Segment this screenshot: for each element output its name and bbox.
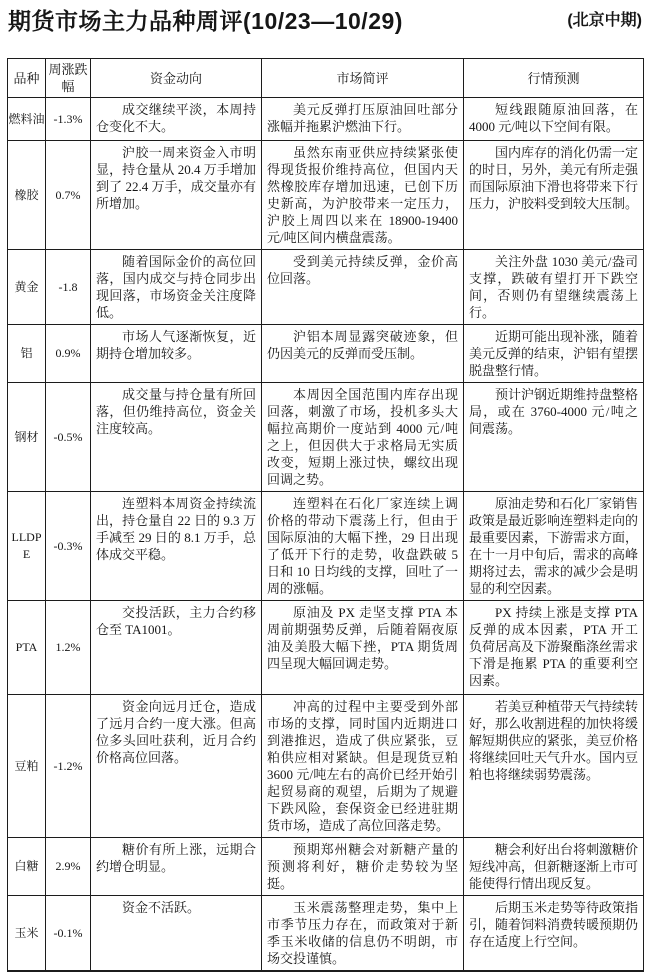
market-brief-text-cell xyxy=(262,896,464,972)
forecast-text: 原油走势和石化厂家销售政策是最近影响连塑料走向的最重要因素，下游需求方面，在十一月中旬后，需求的高峰期将过去，需求的减少会是明显的利空因素。 xyxy=(469,496,639,596)
capital-flow-text: 连塑料本周资金持续流出，持仓量自 22 日的 9.3 万手减至 29 日的 8.1 万手，总体成交平稳。 xyxy=(96,496,256,562)
product-name: PTA xyxy=(8,601,46,695)
capital-flow-text: 随着国际金价的高位回落，国内成交与持仓同步出现回落，市场资金关注度降低。 xyxy=(96,254,256,320)
market-brief-text: 冲高的过程中主要受到外部市场的支撑，同时国内近期进口到港推迟，造成了供应紧张，豆粕供应相对紧缺。但是现货豆粕 3600 元/吨左右的高价已经开始引起贸易商的观望，后期为了规避下跌风险，套保资金已经进驻期货市场，造成了高位回落走势。 xyxy=(267,699,458,833)
market-brief-text-cell xyxy=(262,325,464,383)
product-name: 橡胶 xyxy=(8,141,46,250)
product-name: 铝 xyxy=(8,325,46,383)
capital-flow-text-cell xyxy=(91,250,262,325)
capital-flow-text-cell xyxy=(91,896,262,972)
capital-flow-text-cell xyxy=(91,98,262,141)
market-brief-text: 本周因全国范围内库存出现回落，刺激了市场，投机多头大幅拉高期价一度站到 4000 元/吨之上，但因供大于求格局无实质改变，短期上涨过快，螺纹出现回调之势。 xyxy=(267,387,458,487)
forecast-text: 糖会利好出台将刺激糖价短线冲高，但新糖逐渐上市可能使得行情出现反复。 xyxy=(469,842,639,891)
forecast-text-cell xyxy=(464,325,644,383)
capital-flow-text: 资金向远月迁仓，造成了远月合约一度大涨。但高位多头回吐获利，近月合约价格高位回落。 xyxy=(96,699,256,765)
table-row-product-6 xyxy=(8,601,644,695)
forecast-text: 短线跟随原油回落，在 4000 元/吨以下空间有限。 xyxy=(469,102,638,134)
column-header-brief: 市场简评 xyxy=(262,59,464,98)
product-name: 白糖 xyxy=(8,838,46,896)
forecast-text: 国内库存的消化仍需一定的时日，另外，美元有所走强而国际原油下滑也将带来下行压力，沪胶料受到较大压制。 xyxy=(469,145,639,211)
table-row-product-8 xyxy=(8,838,644,896)
market-brief-text-cell xyxy=(262,601,464,695)
capital-flow-text-cell xyxy=(91,325,262,383)
capital-flow-text-cell xyxy=(91,601,262,695)
market-brief-text: 沪铝本周显露突破迹象，但仍因美元的反弹而受压制。 xyxy=(267,329,458,361)
market-brief-text-cell xyxy=(262,250,464,325)
weekly-change-value: -1.3% xyxy=(46,98,91,141)
capital-flow-text-cell xyxy=(91,141,262,250)
weekly-change-value: -0.1% xyxy=(46,896,91,972)
page-title: 期货市场主力品种周评(10/23—10/29) xyxy=(8,8,403,34)
weekly-change-value: 0.9% xyxy=(46,325,91,383)
weekly-change-value: -1.2% xyxy=(46,695,91,838)
forecast-text-cell xyxy=(464,838,644,896)
product-name: 燃料油 xyxy=(8,98,46,141)
weekly-change-value: -1.8 xyxy=(46,250,91,325)
forecast-text: PX 持续上涨是支撑 PTA 反弹的成本因素，PTA 开工负荷居高及下游聚酯涤丝需求下滑是拖累 PTA 的重要利空因素。 xyxy=(469,605,639,688)
table-header-row xyxy=(8,59,644,98)
column-header-product: 品种 xyxy=(8,59,46,98)
capital-flow-text: 成交继续平淡，本周持仓变化不大。 xyxy=(96,102,256,134)
market-brief-text: 预期郑州糖会对新糖产量的预测将利好，糖价走势较为坚挺。 xyxy=(267,842,458,891)
capital-flow-text-cell xyxy=(91,492,262,601)
forecast-text: 预计沪钢近期维持盘整格局，或在 3760-4000 元/吨之间震荡。 xyxy=(469,387,639,436)
market-brief-text-cell xyxy=(262,383,464,492)
forecast-text-cell xyxy=(464,250,644,325)
forecast-text: 近期可能出现补涨，随着美元反弹的结束，沪铝有望摆脱盘整行情。 xyxy=(469,329,639,378)
market-brief-text-cell xyxy=(262,838,464,896)
market-brief-text: 美元反弹打压原油回吐部分涨幅并拖累沪燃油下行。 xyxy=(267,102,458,134)
market-brief-text: 玉米震荡整理走势，集中上市季节压力存在，而政策对于新季玉米收储的信息仍不明朗，市场交投谨慎。 xyxy=(267,900,458,966)
capital-flow-text-cell xyxy=(91,695,262,838)
column-header-capital: 资金动向 xyxy=(91,59,262,98)
weekly-change-value: -0.5% xyxy=(46,383,91,492)
report-header xyxy=(8,8,642,34)
product-name: LLDPE xyxy=(8,492,46,601)
table-row-product-4 xyxy=(8,383,644,492)
capital-flow-text: 交投活跃，主力合约移仓至 TA1001。 xyxy=(96,605,256,637)
market-brief-text-cell xyxy=(262,98,464,141)
weekly-review-table xyxy=(7,58,644,972)
weekly-change-value: 1.2% xyxy=(46,601,91,695)
table-row-product-5 xyxy=(8,492,644,601)
capital-flow-text: 沪胶一周来资金入市明显，持仓量从 20.4 万手增加到了 22.4 万手，成交量亦有所增加。 xyxy=(96,145,256,211)
forecast-text-cell xyxy=(464,896,644,972)
forecast-text: 关注外盘 1030 美元/盎司支撑，跌破有望打开下跌空间，否则仍有望继续震荡上行。 xyxy=(469,254,638,320)
forecast-text-cell xyxy=(464,492,644,601)
forecast-text-cell xyxy=(464,695,644,838)
market-brief-text: 受到美元持续反弹，金价高位回落。 xyxy=(267,254,458,286)
market-brief-text: 原油及 PX 走坚支撑 PTA 本周前期强势反弹，后随着隔夜原油及美股大幅下挫，PTA 期货周四呈现大幅回调走势。 xyxy=(267,605,458,671)
forecast-text-cell xyxy=(464,141,644,250)
market-brief-text-cell xyxy=(262,492,464,601)
capital-flow-text: 资金不活跃。 xyxy=(122,900,201,915)
table-row-product-3 xyxy=(8,325,644,383)
page-source: (北京中期) xyxy=(567,12,642,29)
capital-flow-text-cell xyxy=(91,383,262,492)
market-brief-text-cell xyxy=(262,141,464,250)
forecast-text: 后期玉米走势等待政策指引，随着饲料消费转暖预期仍存在适度上行空间。 xyxy=(469,900,639,949)
capital-flow-text-cell xyxy=(91,838,262,896)
forecast-text-cell xyxy=(464,383,644,492)
column-header-change: 周涨跌幅 xyxy=(46,59,91,98)
table-row-product-9 xyxy=(8,896,644,972)
table-row-product-1 xyxy=(8,141,644,250)
product-name: 豆粕 xyxy=(8,695,46,838)
capital-flow-text: 市场人气逐渐恢复，近期持仓增加较多。 xyxy=(96,329,256,361)
table-row-product-0 xyxy=(8,98,644,141)
weekly-change-value: 0.7% xyxy=(46,141,91,250)
market-brief-text: 虽然东南亚供应持续紧张使得现货报价维持高位，但国内天然橡胶库存增加迅速，已创下历史新高，为沪胶带来一定压力，沪胶上周四以来在 18900-19400 元/吨区间内横盘震荡。 xyxy=(267,145,458,245)
column-header-forecast: 行情预测 xyxy=(464,59,644,98)
market-brief-text-cell xyxy=(262,695,464,838)
product-name: 钢材 xyxy=(8,383,46,492)
forecast-text-cell xyxy=(464,601,644,695)
forecast-text-cell xyxy=(464,98,644,141)
table-row-product-2 xyxy=(8,250,644,325)
table-row-product-7 xyxy=(8,695,644,838)
table-body xyxy=(8,98,644,972)
capital-flow-text: 成交量与持仓量有所回落，但仍维持高位，资金关注度较高。 xyxy=(96,387,256,436)
product-name: 玉米 xyxy=(8,896,46,972)
weekly-change-value: 2.9% xyxy=(46,838,91,896)
market-brief-text: 连塑料在石化厂家连续上调价格的带动下震荡上行，但由于国际原油的大幅下挫，29 日出现了低开下行的走势，收盘跌破 5 日和 10 日均线的支撑，回吐了一周的涨幅。 xyxy=(267,496,458,596)
capital-flow-text: 糖价有所上涨，远期合约增仓明显。 xyxy=(96,842,256,874)
product-name: 黄金 xyxy=(8,250,46,325)
table-head xyxy=(8,59,644,98)
forecast-text: 若美豆种植带天气持续转好，那么收割进程的加快将缓解短期供应的紧张，美豆价格将继续回吐天气升水。国内豆粕也将继续弱势震荡。 xyxy=(469,699,639,782)
weekly-change-value: -0.3% xyxy=(46,492,91,601)
